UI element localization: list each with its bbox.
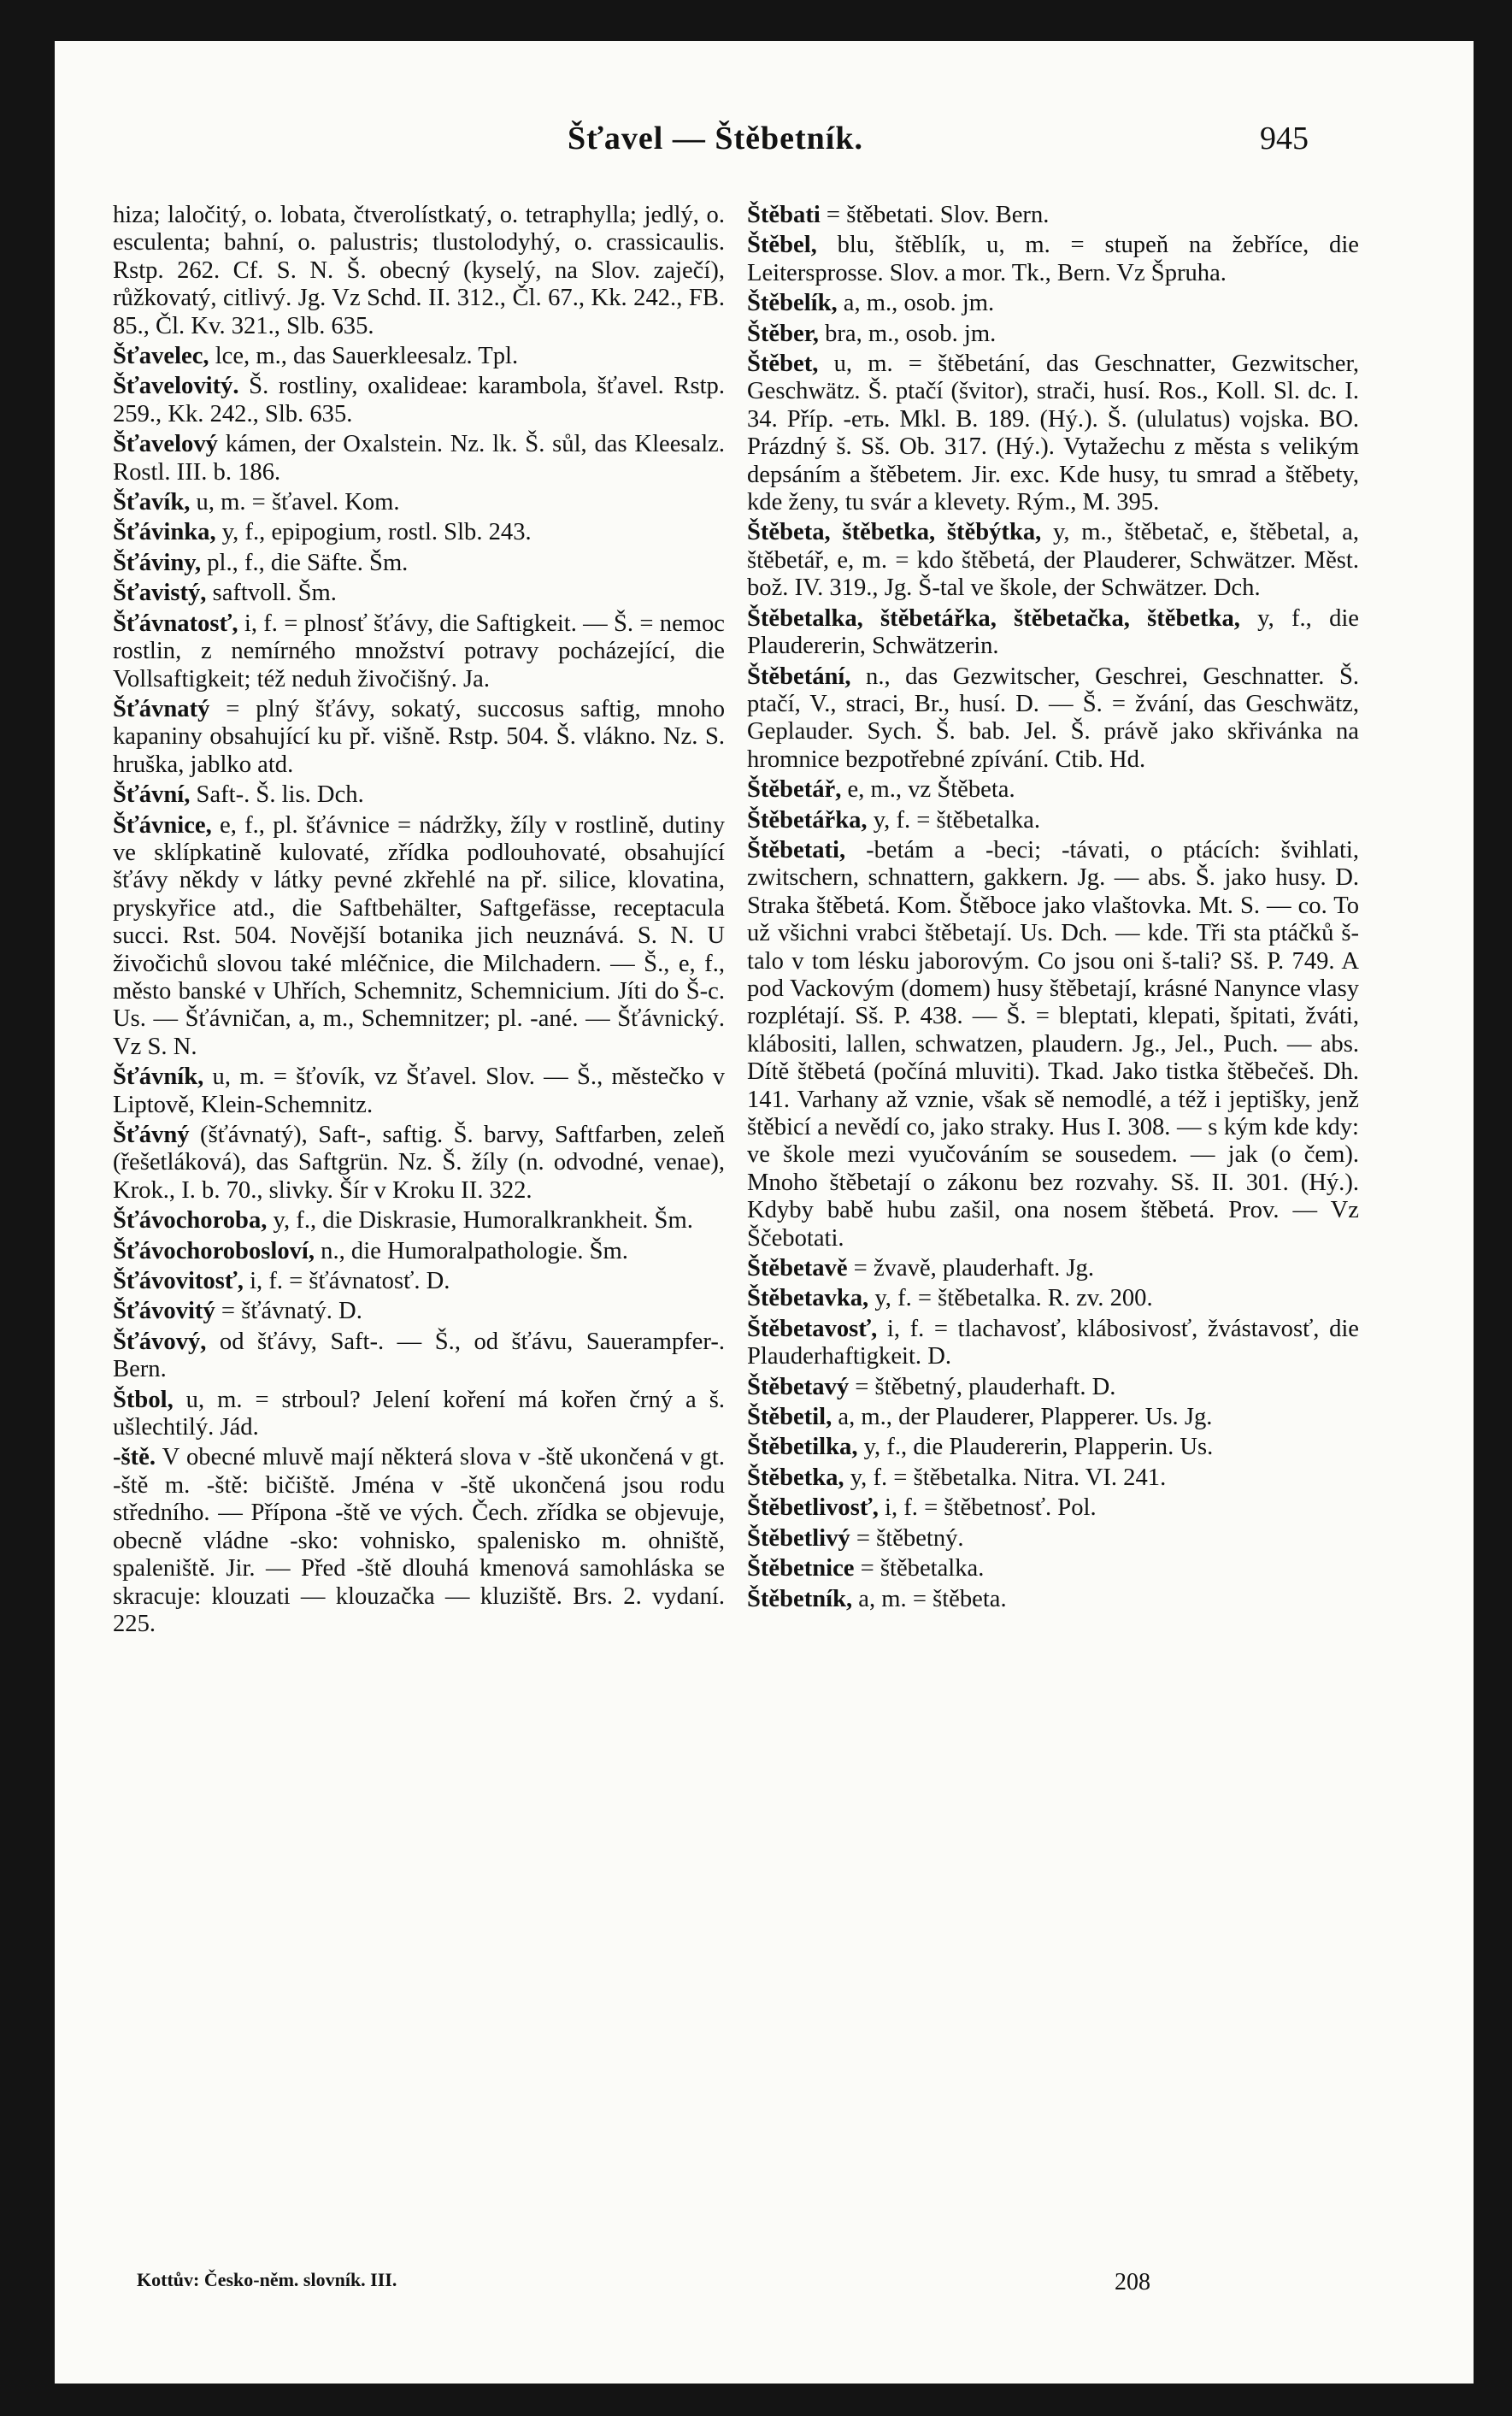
entry-headword: Šťavelovitý. xyxy=(113,373,239,400)
entry-headword: Šťávochoroba, xyxy=(113,1207,268,1235)
dictionary-entry xyxy=(113,1329,725,1384)
dictionary-entry xyxy=(747,1586,1359,1613)
dictionary-entry xyxy=(747,519,1359,602)
entry-definition: = štěbetalka. xyxy=(854,1555,985,1582)
entry-definition: -betám a -beci; -távati, o ptácích: švihlati, zwitschern, schnattern, gakkern. Jg. — abs. Š. jako husy. D. Straka štěbetá. Kom. Štěboce jako vlaštovka. Mt. S. — co. To už všichni vrabci štěbetají. Us. Dch. — kde. Tři sta ptáčků š-talo v tom lésku jaborovým. Co jsou oni š-tali? Sš. P. 749. A pod Vackovým (domem) husy štěbetají, krásné Nanynce vlasy rozplétají. Sš. P. 438. — Š. = bleptati, klepati, špitati, žváti, klábositi, lallen, schwatzen, plaudern. Jg., Jel., Puch. — abs. Dítě štěbetá (počíná mluviti). Tkad. Jako tistka štěbečeš. Dh. 141. Varhany až vznie, však sě nemodlé, a též i jeptišky, jenž štěbicí a nevědí co, jako straky. Hus I. 308. — s kým kde kdy: ve škole mezi vyučováním se sousedem. — jak (o čem). Mnoho štěbetají o zákonu bez rozvahy. Sš. II. 301. (Hý.). Kdyby babě hubu zašil, ona nosem štěbetá. Prov. — Vz Ščebotati. xyxy=(747,836,1359,1252)
entry-headword: Šťávnice, xyxy=(113,811,212,839)
entry-definition: u, m. = strboul? Jelení koření má kořen črný a š. ušlechtilý. Jád. xyxy=(113,1386,725,1441)
entry-definition: blu, štěblík, u, m. = stupeň na žebříce, die Leitersprosse. Slov. a mor. Tk., Bern. Vz Špruha. xyxy=(747,232,1359,286)
entry-definition: a, m., der Plauderer, Plapperer. Us. Jg. xyxy=(832,1404,1213,1431)
entry-headword: Štěbeta, štěbetka, štěbýtka, xyxy=(747,519,1042,546)
entry-headword: Štěbetlivosť, xyxy=(747,1494,879,1522)
dictionary-entry xyxy=(747,321,1359,348)
entry-definition: y, f., die Plaudererin, Schwätzerin. xyxy=(747,604,1359,660)
entry-definition: a, m. = štěbeta. xyxy=(852,1585,1007,1612)
entry-headword: Šťavelový xyxy=(113,431,218,458)
dictionary-entry xyxy=(747,1464,1359,1492)
entry-definition: = štěbetný. xyxy=(850,1524,964,1552)
dictionary-entry xyxy=(747,837,1359,1252)
entry-headword: Štěbetalka, štěbetářka, štěbetačka, štěbetka, xyxy=(747,604,1240,632)
entry-headword: Šťávochorobosloví, xyxy=(113,1237,315,1264)
dictionary-entry xyxy=(113,1387,725,1442)
entry-headword: Štěbetka, xyxy=(747,1464,844,1491)
entry-definition: hiza; laločitý, o. lobata, čtverolístkatý, o. tetraphylla; jedlý, o. esculenta; bahní, o. palustris; tlustolodyhý, o. crassicaulis. Rstp. 262. Cf. S. N. Š. obecný (kyselý, na Slov. zaječí), růžkovatý, citlivý. Jg. Vz Schd. II. 312., Čl. 67., Kk. 242., FB. 85., Čl. Kv. 321., Slb. 635. xyxy=(113,202,725,339)
entry-definition: Saft-. Š. lis. Dch. xyxy=(190,781,364,809)
entry-definition: y, f. = štěbetalka. Nitra. VI. 241. xyxy=(844,1464,1167,1491)
running-title: Šťavel — Štěbetník. xyxy=(568,121,863,156)
dictionary-entry xyxy=(747,1404,1359,1431)
entry-headword: Šťávový, xyxy=(113,1328,207,1355)
dictionary-entry xyxy=(747,1316,1359,1371)
dictionary-entry xyxy=(113,1268,725,1295)
entry-definition: od šťávy, Saft-. — Š., od šťávu, Sauerampfer-. Bern. xyxy=(113,1328,725,1383)
entry-definition: y, f., die Diskrasie, Humoralkrankheit. Šm. xyxy=(267,1207,693,1235)
dictionary-entry xyxy=(113,373,725,428)
entry-headword: Štěbetlivý xyxy=(747,1524,850,1552)
dictionary-entry xyxy=(113,610,725,693)
entry-definition: y, f. = štěbetalka. xyxy=(867,806,1041,834)
entry-definition: y, f., epipogium, rostl. Slb. 243. xyxy=(215,519,532,546)
entry-definition: = šťávnatý. D. xyxy=(215,1298,362,1325)
entry-headword: Štěbetání, xyxy=(747,663,851,690)
entry-headword: Štěbetavý xyxy=(747,1373,850,1400)
dictionary-entry xyxy=(113,519,725,546)
entry-definition: n., die Humoralpathologie. Šm. xyxy=(315,1237,628,1264)
entry-headword: Šťávný xyxy=(113,1122,190,1148)
entry-definition: V obecné mluvě mají některá slova v -ště ukončená v gt. -ště m. -ště: bičiště. Jména v -ště ukončená jsou rodu středního. — Přípona -ště ve vých. Čech. zřídka se objevuje, obecně vládne -sko: vohnisko, spalenisko m. ohniště, spaleniště. Jir. — Před -ště dlouhá kmenová samohláska se skracuje: klouzati — klouzačka — kluziště. Brs. 2. vydaní. 225. xyxy=(113,1444,725,1637)
entry-headword: Štěbetilka, xyxy=(747,1434,858,1461)
dictionary-entry xyxy=(113,580,725,607)
dictionary-entry xyxy=(747,1494,1359,1522)
dictionary-entry xyxy=(113,696,725,779)
entry-definition: Š. rostliny, oxalideae: karambola, šťavel. Rstp. 259., Kk. 242., Slb. 635. xyxy=(113,373,725,427)
entry-headword: Šťavík, xyxy=(113,489,191,516)
dictionary-entry xyxy=(747,776,1359,804)
dictionary-entry xyxy=(113,343,725,370)
entry-headword: Štěbet, xyxy=(747,351,819,378)
entry-definition: u, m. = šťovík, vz Šťavel. Slov. — Š., městečko v Liptově, Klein-Schemnitz. xyxy=(113,1064,725,1118)
page-footer xyxy=(55,2269,1474,2295)
dictionary-page xyxy=(55,41,1474,2384)
entry-headword: Štěbati xyxy=(747,202,821,228)
dictionary-entry xyxy=(747,351,1359,516)
entry-headword: Štěbel, xyxy=(747,232,817,259)
entry-definition: u, m. = šťavel. Kom. xyxy=(190,489,400,516)
entry-headword: Štěbetavka, xyxy=(747,1285,869,1312)
dictionary-entry xyxy=(747,807,1359,834)
dictionary-entry xyxy=(747,202,1359,229)
dictionary-entry xyxy=(113,202,725,340)
entry-definition: = štěbetati. Slov. Bern. xyxy=(820,202,1050,228)
dictionary-entry xyxy=(113,1298,725,1325)
entry-definition: i, f. = plnosť šťávy, die Saftigkeit. — Š. = nemoc rostlin, z nemírného množství potravy pocházející, die Vollsaftigkeit; též neduh živočišný. Ja. xyxy=(113,610,725,692)
entry-definition: pl., f., die Säfte. Šm. xyxy=(201,549,409,576)
dictionary-entry xyxy=(113,1444,725,1638)
dictionary-entry xyxy=(747,605,1359,661)
entry-headword: Štěbetavosť, xyxy=(747,1315,878,1342)
entry-headword: Štbol, xyxy=(113,1386,174,1413)
dictionary-entry xyxy=(747,290,1359,317)
entry-definition: a, m., osob. jm. xyxy=(837,290,995,317)
page-header xyxy=(55,120,1474,162)
entry-headword: Šťáviny, xyxy=(113,549,202,576)
sheet-number: 208 xyxy=(1115,2269,1150,2295)
entry-definition: y, f., die Plaudererin, Plapperin. Us. xyxy=(857,1434,1214,1461)
dictionary-entry xyxy=(113,1122,725,1205)
left-column xyxy=(113,202,725,1641)
dictionary-entry xyxy=(113,1064,725,1119)
entry-headword: Šťávní, xyxy=(113,781,191,809)
entry-headword: Šťávník, xyxy=(113,1064,204,1091)
dictionary-entry xyxy=(747,663,1359,775)
entry-headword: -ště. xyxy=(113,1444,156,1471)
entry-definition: kámen, der Oxalstein. Nz. lk. Š. sůl, das Kleesalz. Rostl. III. b. 186. xyxy=(113,431,725,486)
dictionary-entry xyxy=(113,489,725,516)
entry-headword: Šťávovitosť, xyxy=(113,1268,244,1295)
entry-headword: Štěbetářka, xyxy=(747,806,868,834)
entry-headword: Štěbetati, xyxy=(747,836,846,863)
dictionary-entry xyxy=(113,550,725,577)
entry-headword: Šťávnatosť, xyxy=(113,610,238,637)
entry-headword: Štěbetnice xyxy=(747,1555,855,1582)
entry-definition: e, m., vz Štěbeta. xyxy=(841,776,1015,804)
entry-definition: lce, m., das Sauerkleesalz. Tpl. xyxy=(209,343,519,370)
entry-definition: n., das Gezwitscher, Geschrei, Geschnatter. Š. ptačí, V., straci, Br., husí. D. — Š. = žvání, das Geschwätz, Geplauder. Sych. Š. bab. Jel. Š. právě jako skřivánka na hromnice bezpotřebné zpívání. Ctib. Hd. xyxy=(747,663,1359,773)
entry-definition: i, f. = tlachavosť, klábosivosť, žvástavosť, die Plauderhaftigkeit. D. xyxy=(747,1315,1359,1370)
dictionary-entry xyxy=(747,1255,1359,1282)
entry-headword: Šťávovitý xyxy=(113,1298,215,1325)
entry-definition: = žvavě, plauderhaft. Jg. xyxy=(847,1255,1094,1282)
entry-headword: Štěbetil, xyxy=(747,1404,832,1431)
entry-headword: Šťávinka, xyxy=(113,519,216,546)
entry-definition: bra, m., osob. jm. xyxy=(818,320,997,347)
dictionary-entry xyxy=(113,812,725,1062)
entry-definition: = plný šťávy, sokatý, succosus saftig, mnoho kapaniny obsahující ku př. višně. Rstp. 504. Š. vlákno. Nz. S. hruška, jablko atd. xyxy=(113,695,725,778)
entry-headword: Štěbetník, xyxy=(747,1585,853,1612)
entry-headword: Šťavelec, xyxy=(113,343,209,370)
entry-headword: Šťávnatý xyxy=(113,695,210,722)
entry-headword: Štěbetář, xyxy=(747,776,842,804)
page-number: 945 xyxy=(1260,121,1309,156)
dictionary-entry xyxy=(747,1285,1359,1312)
entry-definition: u, m. = štěbetání, das Geschnatter, Gezwitscher, Geschwätz. Š. ptačí (švitor), strači, husí. Ros., Koll. Sl. dc. I. 34. Příp. -еть. Mkl. B. 189. (Hý.). Š. (ululatus) vojska. BO. Prázdný š. Sš. Ob. 317. (Hý.). Vytažechu z města s velikým depsáním a štěbetem. Jir. exc. Kde husy, tu smrad a štěbety, kde ženy, tu svár a klevety. Rým., M. 395. xyxy=(747,351,1359,516)
entry-definition: i, f. = štěbetnosť. Pol. xyxy=(878,1494,1097,1522)
dictionary-entry xyxy=(747,1374,1359,1401)
entry-headword: Štěber, xyxy=(747,320,819,347)
entry-headword: Štěbetavě xyxy=(747,1255,848,1282)
dictionary-entry xyxy=(747,1434,1359,1461)
dictionary-entry xyxy=(113,431,725,486)
right-column xyxy=(747,202,1359,1616)
entry-definition: i, f. = šťávnatosť. D. xyxy=(243,1268,450,1295)
entry-definition: y, m., štěbetač, e, štěbetal, a, štěbetář, e, m. = kdo štěbetá, der Plauderer, Schwätzer. Měst. bož. IV. 319., Jg. Š-tal ve škole, der Schwätzer. Dch. xyxy=(747,519,1359,602)
entry-definition: y, f. = štěbetalka. R. zv. 200. xyxy=(868,1285,1153,1312)
entry-headword: Šťavistý, xyxy=(113,580,207,607)
footer-signature: Kottův: Česko-něm. slovník. III. xyxy=(137,2269,397,2290)
dictionary-entry xyxy=(113,781,725,809)
entry-definition: e, f., pl. šťávnice = nádržky, žíly v rostlině, dutiny ve sklípkatině kulovaté, zřídka podlouhovaté, obsahující šťávy někdy v látky pevné zkřehlé na př. silice, klovatina, pryskyřice atd., die Saftbehälter, Saftgefässe, receptacula succi. Rst. 504. Novější botanika jich neuznává. S. N. U živočichů slovou také mléčnice, die Milchadern. — Š., e, f., město banské v Uhřích, Schemnitz, Schemnicium. Jíti do Š-c. Us. — Šťávničan, a, m., Schemnitzer; pl. -ané. — Šťávnický. Vz S. N. xyxy=(113,811,725,1060)
entry-definition: = štěbetný, plauderhaft. D. xyxy=(849,1373,1116,1400)
dictionary-entry xyxy=(747,1525,1359,1553)
entry-definition: (šťávnatý), Saft-, saftig. Š. barvy, Saftfarben, zeleň (řešetláková), das Saftgrün. Nz. Š. žíly (n. odvodné, venae), Krok., I. b. 70., slivky. Šír v Kroku II. 322. xyxy=(113,1122,725,1204)
dictionary-entry xyxy=(113,1238,725,1265)
dictionary-entry xyxy=(747,1555,1359,1582)
dictionary-entry xyxy=(747,232,1359,287)
entry-headword: Štěbelík, xyxy=(747,290,838,317)
entry-definition: saftvoll. Šm. xyxy=(206,580,337,607)
dictionary-entry xyxy=(113,1207,725,1235)
